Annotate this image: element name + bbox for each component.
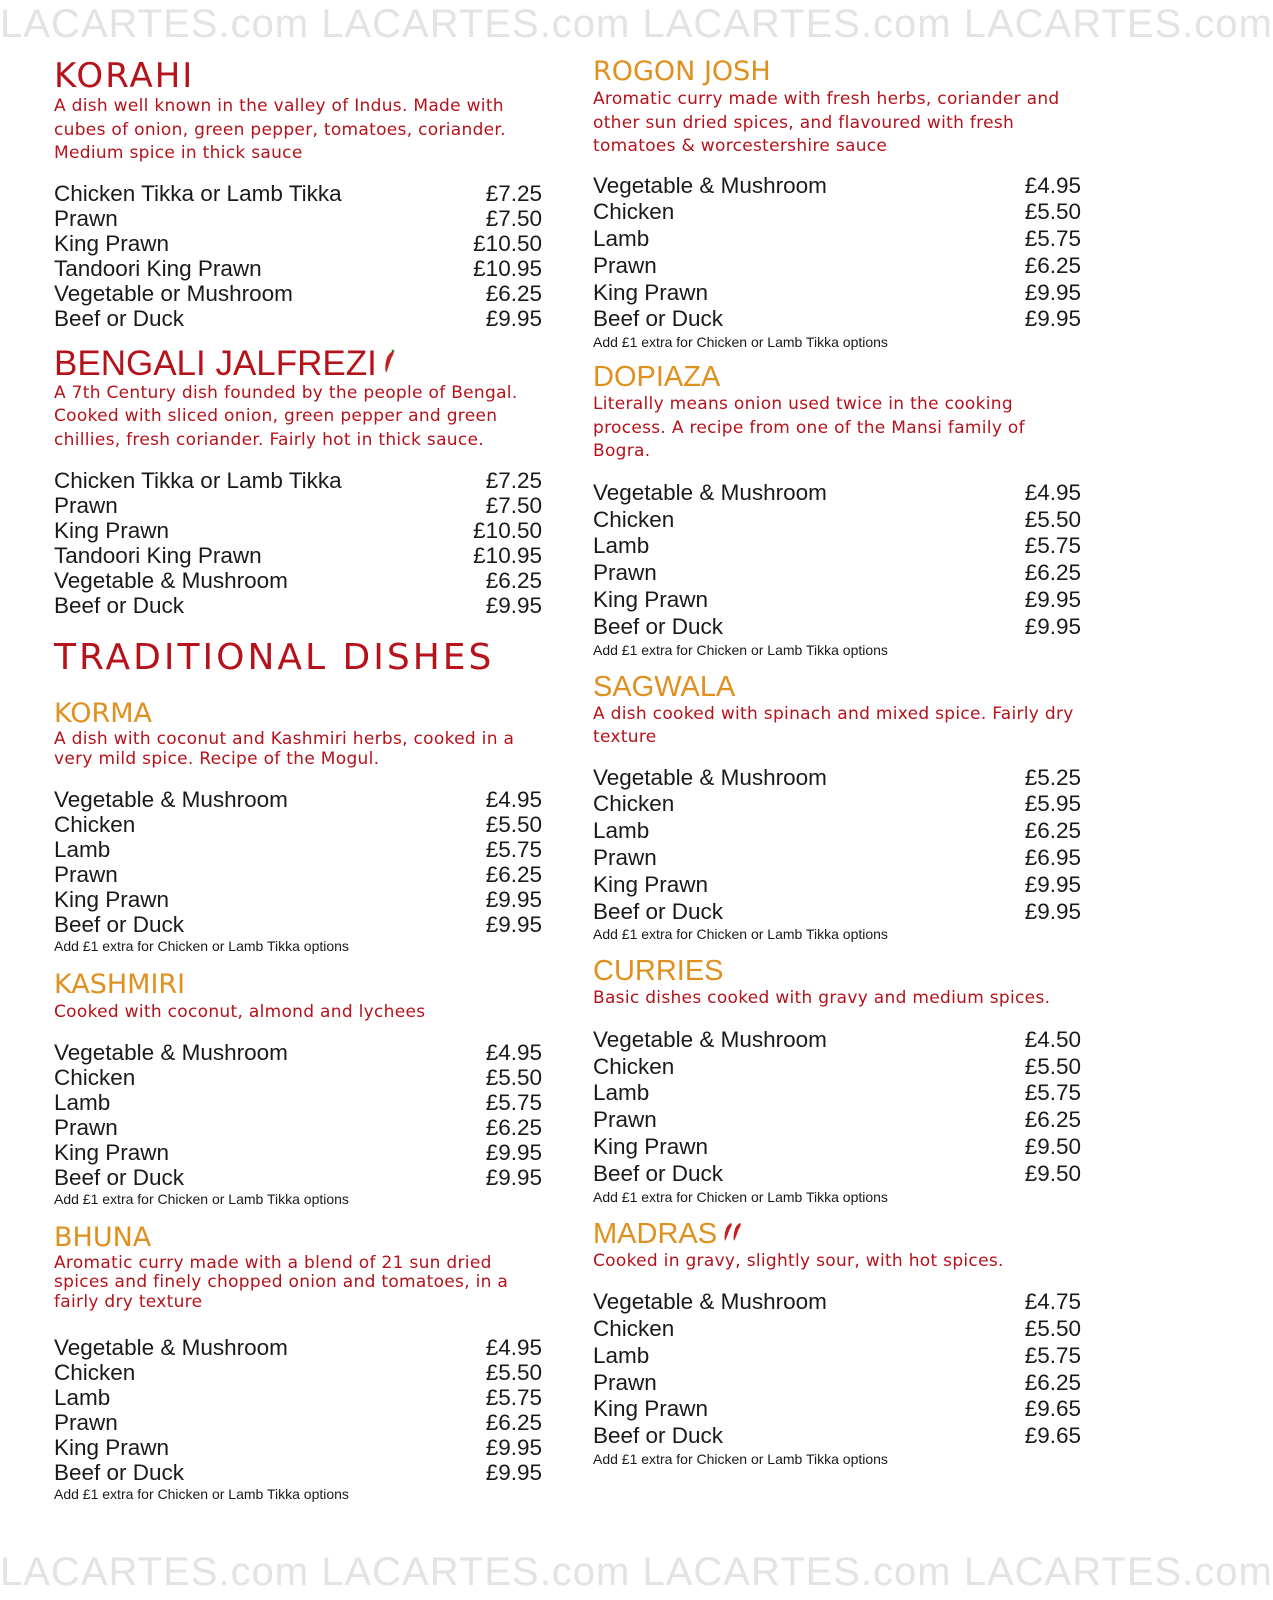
tikka-note: Add £1 extra for Chicken or Lamb Tikka options: [593, 1450, 888, 1467]
menu-item: [593, 253, 1081, 280]
tikka-note: Add £1 extra for Chicken or Lamb Tikka options: [54, 1190, 349, 1207]
menu-item: [593, 199, 1081, 226]
menu-item: [593, 1370, 1081, 1397]
menu-item-price: £9.95: [1024, 306, 1081, 332]
menu-item: [593, 1054, 1081, 1081]
menu-item-name: Vegetable & Mushroom: [54, 1039, 288, 1065]
section-kashmiri: [54, 969, 542, 1208]
section-bhuna: [54, 1222, 542, 1504]
section-korahi: [54, 56, 542, 331]
section-rogon-josh: [593, 56, 1081, 351]
menu-item: [54, 306, 542, 331]
menu-item-list: [54, 468, 542, 618]
menu-column-left: [54, 56, 542, 1503]
menu-item: [593, 1396, 1081, 1423]
menu-item-list: [54, 787, 542, 937]
menu-item-name: Beef or Duck: [54, 305, 185, 331]
watermark-top: LACARTES.com LACARTES.com LACARTES.com LACARTES.com: [0, 2, 1273, 46]
tikka-note: Add £1 extra for Chicken or Lamb Tikka options: [593, 641, 888, 658]
menu-item: [593, 1107, 1081, 1134]
menu-item-price: £5.75: [485, 1089, 542, 1115]
menu-item: [54, 812, 542, 837]
menu-item: [593, 587, 1081, 614]
menu-item: [54, 787, 542, 812]
menu-item-price: £9.95: [1024, 279, 1081, 305]
menu-item: [54, 256, 542, 281]
menu-item: [593, 560, 1081, 587]
section-title: SAGWALA: [593, 670, 736, 703]
menu-item: [593, 614, 1081, 641]
menu-item-price: £9.50: [1024, 1160, 1081, 1186]
menu-item-name: Prawn: [54, 1410, 118, 1435]
menu-item: [54, 468, 542, 493]
menu-item-price: £5.75: [485, 837, 542, 862]
section-description: Aromatic curry made with a blend of 21 sun dried spices and finely chopped onion and tomatoes, in a fairly dry texture: [54, 1252, 509, 1312]
menu-item-name: Lamb: [593, 226, 650, 252]
menu-item-price: £7.25: [485, 468, 542, 493]
menu-item-price: £6.25: [1024, 1369, 1081, 1395]
menu-item-price: £6.25: [485, 1114, 542, 1140]
menu-item-list: [593, 173, 1081, 334]
menu-item-name: Chicken: [593, 1315, 675, 1341]
section-title: ROGON JOSH: [593, 56, 771, 87]
watermark-bottom: LACARTES.com LACARTES.com LACARTES.com LACARTES.com: [0, 1550, 1273, 1594]
menu-item-price: £9.95: [1024, 586, 1081, 612]
menu-item-name: Beef or Duck: [54, 593, 185, 618]
menu-item-name: Lamb: [593, 1342, 650, 1368]
menu-item: [54, 1385, 542, 1410]
menu-item-price: £5.75: [1024, 226, 1081, 252]
menu-item: [54, 1065, 542, 1090]
section-title: KORMA: [54, 698, 153, 729]
menu-item-name: Chicken Tikka or Lamb Tikka: [54, 180, 342, 206]
menu-item-name: Beef or Duck: [593, 306, 724, 332]
menu-item-name: King Prawn: [593, 1134, 709, 1160]
menu-item-name: Vegetable or Mushroom: [54, 280, 293, 306]
menu-item-name: Vegetable & Mushroom: [593, 172, 827, 198]
menu-item-name: Prawn: [593, 560, 657, 586]
menu-item: [593, 818, 1081, 845]
menu-item: [54, 593, 542, 618]
section-title: DOPIAZA: [593, 361, 721, 394]
menu-item-price: £7.25: [485, 180, 542, 206]
menu-item-price: £5.50: [1024, 199, 1081, 225]
menu-item-price: £10.95: [473, 543, 542, 568]
menu-item-price: £7.50: [485, 205, 542, 231]
menu-item-price: £5.95: [1024, 791, 1081, 817]
menu-item-price: £9.95: [485, 912, 542, 937]
menu-item: [593, 765, 1081, 792]
menu-item: [593, 173, 1081, 200]
section-description: Cooked with coconut, almond and lychees: [54, 1002, 426, 1022]
menu-item-price: £6.25: [485, 862, 542, 887]
menu-item-price: £9.95: [485, 887, 542, 912]
menu-item-name: King Prawn: [54, 518, 170, 543]
menu-item: [593, 1161, 1081, 1188]
section-description: A dish with coconut and Kashmiri herbs, cooked in a very mild spice. Recipe of the Mogul.: [54, 729, 515, 769]
tikka-note: Add £1 extra for Chicken or Lamb Tikka options: [593, 334, 888, 351]
menu-item: [54, 1115, 542, 1140]
menu-item: [54, 281, 542, 306]
menu-item-price: £5.50: [485, 812, 542, 837]
menu-item-name: Beef or Duck: [593, 613, 724, 639]
menu-item: [54, 837, 542, 862]
menu-item-list: [593, 765, 1081, 926]
menu-item: [54, 1360, 542, 1385]
menu-item: [593, 791, 1081, 818]
section-korma: [54, 698, 542, 955]
menu-item-price: £9.50: [1024, 1134, 1081, 1160]
section-sagwala: [593, 671, 1081, 944]
menu-item: [593, 480, 1081, 507]
section-title: CURRIES: [593, 955, 724, 988]
menu-item-price: £10.95: [473, 255, 542, 281]
menu-item-name: Vegetable & Mushroom: [593, 1026, 827, 1052]
menu-item: [54, 181, 542, 206]
menu-item-price: £5.50: [1024, 1315, 1081, 1341]
section-title: MADRAS: [593, 1217, 718, 1250]
menu-item: [593, 1027, 1081, 1054]
menu-item: [54, 543, 542, 568]
menu-item: [54, 568, 542, 593]
menu-item-price: £9.95: [1024, 871, 1081, 897]
menu-item-price: £9.65: [1024, 1396, 1081, 1422]
section-madras: [593, 1218, 1081, 1468]
menu-item-price: £6.25: [1024, 1107, 1081, 1133]
menu-item-price: £6.25: [485, 280, 542, 306]
menu-item-name: Vegetable & Mushroom: [593, 764, 827, 790]
menu-item-price: £5.50: [1024, 1053, 1081, 1079]
menu-item-name: Chicken: [593, 199, 675, 225]
menu-item-price: £4.50: [1024, 1026, 1081, 1052]
menu-item-price: £5.25: [1024, 764, 1081, 790]
menu-item: [593, 1316, 1081, 1343]
menu-item-name: Beef or Duck: [54, 1164, 185, 1190]
menu-item: [54, 1460, 542, 1485]
menu-item-name: King Prawn: [593, 871, 709, 897]
menu-item-name: King Prawn: [593, 1396, 709, 1422]
menu-item: [593, 306, 1081, 333]
menu-item: [54, 912, 542, 937]
menu-item: [54, 1335, 542, 1360]
tikka-note: Add £1 extra for Chicken or Lamb Tikka options: [593, 926, 888, 943]
menu-item: [54, 1410, 542, 1435]
section-bengali-jalfrezi: [54, 344, 542, 619]
menu-item-name: Lamb: [54, 1089, 111, 1115]
menu-item: [54, 887, 542, 912]
menu-item-name: Prawn: [54, 205, 118, 231]
menu-item-price: £5.75: [1024, 1080, 1081, 1106]
menu-item: [593, 1423, 1081, 1450]
menu-item-name: Tandoori King Prawn: [54, 543, 262, 568]
menu-item-name: Lamb: [54, 837, 111, 862]
menu-item-name: King Prawn: [54, 1435, 170, 1460]
menu-item-price: £5.50: [485, 1064, 542, 1090]
menu-item-name: Vegetable & Mushroom: [593, 1289, 827, 1315]
menu-item-name: Prawn: [54, 862, 118, 887]
section-description: A dish cooked with spinach and mixed spice. Fairly dry texture: [593, 703, 1074, 748]
menu-item-list: [593, 1289, 1081, 1450]
chili-icon: [723, 1221, 745, 1247]
section-title: KASHMIRI: [54, 969, 186, 1000]
menu-item-price: £9.95: [485, 593, 542, 618]
menu-item-price: £6.95: [1024, 844, 1081, 870]
section-description: A dish well known in the valley of Indus. Made with cubes of onion, green pepper, tomatoes, coriander. Medium spice in thick sauce: [54, 96, 506, 163]
menu-item-price: £10.50: [473, 518, 542, 543]
menu-item: [54, 1040, 542, 1065]
menu-item: [54, 1090, 542, 1115]
menu-item-price: £9.95: [485, 305, 542, 331]
menu-item-name: King Prawn: [593, 279, 709, 305]
menu-item-name: Prawn: [54, 493, 118, 518]
section-dopiaza: [593, 361, 1081, 658]
menu-item-price: £4.95: [1024, 479, 1081, 505]
menu-item-price: £6.25: [1024, 560, 1081, 586]
menu-item-name: King Prawn: [54, 230, 170, 256]
menu-item-name: Prawn: [593, 252, 657, 278]
menu-item: [593, 533, 1081, 560]
traditional-dishes-heading: TRADITIONAL DISHES: [54, 637, 495, 678]
menu-item-price: £6.25: [1024, 252, 1081, 278]
menu-item-list: [593, 480, 1081, 641]
menu-item-name: Lamb: [593, 818, 650, 844]
menu-item-list: [54, 1335, 542, 1485]
menu-item-name: Tandoori King Prawn: [54, 255, 262, 281]
menu-item-name: King Prawn: [593, 586, 709, 612]
menu-item-name: Beef or Duck: [54, 1460, 185, 1485]
section-description: Aromatic curry made with fresh herbs, coriander and other sun dried spices, and flavoured with fresh tomatoes & worcestershire sauce: [593, 89, 1060, 156]
menu-item-name: Chicken: [593, 791, 675, 817]
chili-icon: [383, 349, 397, 379]
menu-item-price: £5.75: [1024, 533, 1081, 559]
menu-item-price: £4.95: [485, 1039, 542, 1065]
menu-item: [593, 1134, 1081, 1161]
menu-item-name: Lamb: [593, 1080, 650, 1106]
menu-item-price: £4.95: [1024, 172, 1081, 198]
section-description: Cooked in gravy, slightly sour, with hot spices.: [593, 1250, 1004, 1271]
menu-item-name: Beef or Duck: [593, 1423, 724, 1449]
menu-item: [54, 1435, 542, 1460]
menu-item-list: [54, 1040, 542, 1190]
section-title: KORAHI: [54, 56, 195, 96]
section-title: BHUNA: [54, 1221, 152, 1253]
menu-item-name: Beef or Duck: [54, 912, 185, 937]
menu-item-name: Vegetable & Mushroom: [593, 479, 827, 505]
menu-item-name: Prawn: [593, 1369, 657, 1395]
menu-item: [593, 1080, 1081, 1107]
menu-item-name: Chicken: [54, 812, 136, 837]
menu-item-name: Lamb: [593, 533, 650, 559]
menu-item-price: £9.95: [485, 1164, 542, 1190]
section-description: A 7th Century dish founded by the people of Bengal. Cooked with sliced onion, green pepper and green chillies, fresh coriander. Fairly hot in thick sauce.: [54, 382, 518, 450]
menu-item-name: Chicken: [593, 506, 675, 532]
menu-item-name: Vegetable & Mushroom: [54, 1335, 288, 1360]
section-description: Basic dishes cooked with gravy and medium spices.: [593, 988, 1051, 1009]
menu-item-name: Prawn: [54, 1114, 118, 1140]
menu-item: [593, 280, 1081, 307]
menu-item: [54, 862, 542, 887]
menu-item-name: Chicken: [54, 1064, 136, 1090]
menu-item: [54, 231, 542, 256]
menu-item-price: £4.75: [1024, 1289, 1081, 1315]
menu-item-price: £9.95: [485, 1435, 542, 1460]
menu-item-name: Vegetable & Mushroom: [54, 787, 288, 812]
menu-item-price: £4.95: [485, 1335, 542, 1360]
tikka-note: Add £1 extra for Chicken or Lamb Tikka options: [54, 938, 349, 954]
menu-item-price: £9.95: [1024, 613, 1081, 639]
tikka-note: Add £1 extra for Chicken or Lamb Tikka options: [54, 1486, 349, 1502]
section-description: Literally means onion used twice in the cooking process. A recipe from one of the Mansi family of Bogra.: [593, 394, 1025, 462]
menu-item: [54, 206, 542, 231]
menu-item-price: £6.25: [485, 1410, 542, 1435]
menu-item-price: £5.50: [1024, 506, 1081, 532]
menu-item: [593, 226, 1081, 253]
menu-item: [54, 493, 542, 518]
section-title: BENGALI JALFREZI: [54, 343, 377, 383]
menu-item: [54, 1140, 542, 1165]
menu-item-price: £9.95: [485, 1460, 542, 1485]
menu-item-price: £9.95: [1024, 898, 1081, 924]
menu-item: [593, 899, 1081, 926]
menu-item: [593, 507, 1081, 534]
menu-item: [593, 1289, 1081, 1316]
menu-item-name: Lamb: [54, 1385, 111, 1410]
menu-item-list: [593, 1027, 1081, 1188]
menu-item-name: Prawn: [593, 844, 657, 870]
menu-item-name: Beef or Duck: [593, 898, 724, 924]
menu-item-list: [54, 181, 542, 331]
menu-item-name: Chicken: [54, 1360, 136, 1385]
menu-column-right: [593, 56, 1081, 1468]
menu-item-price: £6.25: [485, 568, 542, 593]
menu-item-price: £9.65: [1024, 1423, 1081, 1449]
menu-item-name: Chicken: [593, 1053, 675, 1079]
menu-item-name: Prawn: [593, 1107, 657, 1133]
menu-item: [54, 518, 542, 543]
menu-item: [593, 1343, 1081, 1370]
menu-item: [593, 872, 1081, 899]
menu-item: [54, 1165, 542, 1190]
menu-item: [593, 845, 1081, 872]
menu-item-name: King Prawn: [54, 1139, 170, 1165]
section-curries: [593, 955, 1081, 1205]
menu-item-price: £4.95: [485, 787, 542, 812]
menu-item-name: Vegetable & Mushroom: [54, 568, 288, 593]
menu-item-name: Beef or Duck: [593, 1160, 724, 1186]
menu-item-price: £5.75: [485, 1385, 542, 1410]
menu-item-price: £9.95: [485, 1139, 542, 1165]
menu-item-price: £5.50: [485, 1360, 542, 1385]
menu-item-price: £7.50: [485, 493, 542, 518]
menu-item-price: £10.50: [473, 230, 542, 256]
menu-item-price: £6.25: [1024, 818, 1081, 844]
menu-item-name: King Prawn: [54, 887, 170, 912]
tikka-note: Add £1 extra for Chicken or Lamb Tikka options: [593, 1188, 888, 1205]
menu-item-name: Chicken Tikka or Lamb Tikka: [54, 468, 342, 493]
menu-item-price: £5.75: [1024, 1342, 1081, 1368]
